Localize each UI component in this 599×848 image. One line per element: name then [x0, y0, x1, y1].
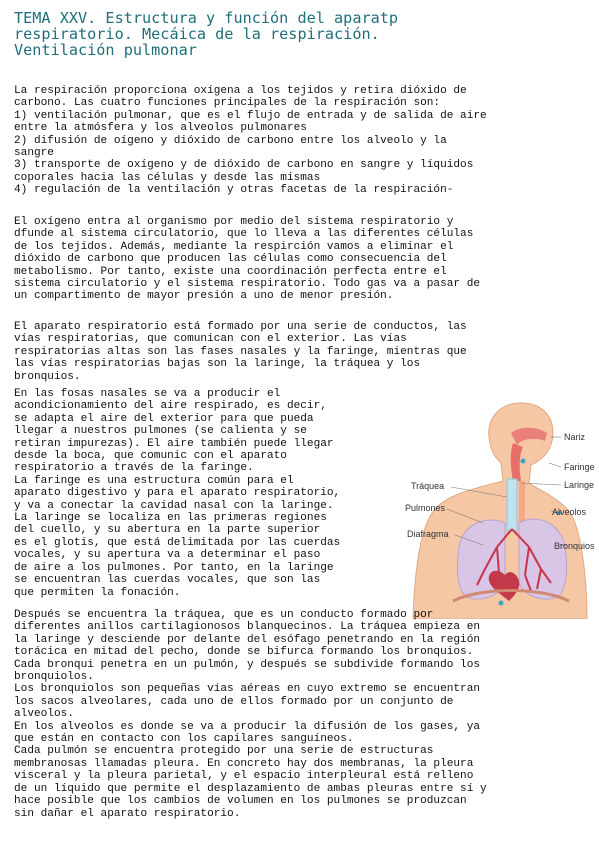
label-bronquios: Bronquios: [554, 541, 595, 551]
upper-airways-column-text: En las fosas nasales se va a producir el acondicionamiento del aire respirado, es decir, se adapta el aire del exterior para que pueda llegar a nuestros pulmones (se calienta y se retiran impurezas). El aire también puede llegar desde la boca, que comunic con el aparato respiratorio a través de la faringe. La faringe es una estructura común para el aparato digestivo y para el aparato respiratorio, y va a conectar la cavidad nasal con la laringe. La laringe se localiza en las primeras regiones del cuello, y su abertura en la parte superior es el glotis, que está delimitada por las cuerdas vocales, y su apertura va a determinar el paso de aire a los pulmones. Por tanto, en la laringe se encuentran las cuerdas vocales, que son las que permiten la fonación.: [14, 388, 341, 599]
label-pulmones: Pulmones: [405, 503, 446, 513]
respiratory-system-paragraph: El aparato respiratorio está formado por una serie de conductos, las vías respiratorias, que comunican con el exterior. Las vías respiratorias altas son las fases nasales y la faringe, mientras que las vías respiratorias bajas son la laringe, la tráquea y los bronquios.: [14, 321, 467, 383]
label-laringe: Laringe: [564, 480, 595, 490]
lower-airways-paragraph: Después se encuentra la tráquea, que es un conducto formado por diferentes anillos cartilagionosos blanquecinos. La tráquea empieza en la laringe y desciende por delante del esófago penetrando en la región torácica en mitad del pecho, donde se bifurca formando los bronquios. Cada bronqui penetra en un pulmón, y después se subdivide formando los bronquiolos. Los bronquiolos son pequeñas vías aéreas en cuyo extremo se encuentran los sacos alveolares, cada uno de ellos formado por un conjunto de alveolos. En los alveolos es donde se va a producir la difusión de los gases, ya que están en contacto con los capilares sanguíneos. Cada pulmón se encuentra protegido por una serie de estructuras membranosas llamadas pleura. En concreto hay dos membranas, la pleura visceral y la pleura parietal, y el espacio interpleural está relleno de un líquido que permite el desplazamiento de ambas pleuras entre sí y hace posible que los cambios de volumen en los pulmones se produzcan sin dañar el aparato respiratorio.: [14, 609, 487, 820]
trachea: [507, 479, 517, 531]
respiratory-system-illustration: [401, 397, 599, 619]
page-title: TEMA XXV. Estructura y función del aparatp respiratorio. Mecáica de la respiración. Ventilación pulmonar: [14, 9, 399, 59]
respiratory-anatomy-svg: [401, 397, 599, 619]
label-traquea: Tráquea: [411, 481, 445, 491]
label-faringe: Faringe: [564, 462, 595, 472]
intro-paragraph: La respiración proporciona oxígena a los tejidos y retira dióxido de carbono. Las cuatro funciones principales de la respiración son: 1) ventilación pulmonar, que es el flujo de entrada y de salida de aire entre la atmósfera y los alveolos pulmonares 2) difusión de oígeno y dióxido de carbono entre los alveolo y la sangre 3) transporte de oxígeno y de dióxido de carbono en sangre y líquidos coporales hacia las células y desde las mismas 4) regulación de la ventilación y otras facetas de la respiración-: [14, 85, 487, 197]
oxygen-paragraph: El oxígeno entra al organismo por medio del sistema respiratorio y dfunde al sistema circulatorio, que lo lleva a las diferentes células de los tejidos. Además, mediante la respirción vamos a eliminar el dióxido de carbono que producen las células como consecuencia del metabolismo. Por tanto, existe una coordinación perfecta entre el sistema circulatorio y el sistema respiratorio. Todo gas va a pasar de un compartimento de mayor presión a uno de menor presión.: [14, 216, 481, 303]
label-diafragma: Diafragma: [407, 529, 449, 539]
label-alveolos: Alveolos: [552, 507, 587, 517]
label-nariz: Nariz: [564, 432, 586, 442]
